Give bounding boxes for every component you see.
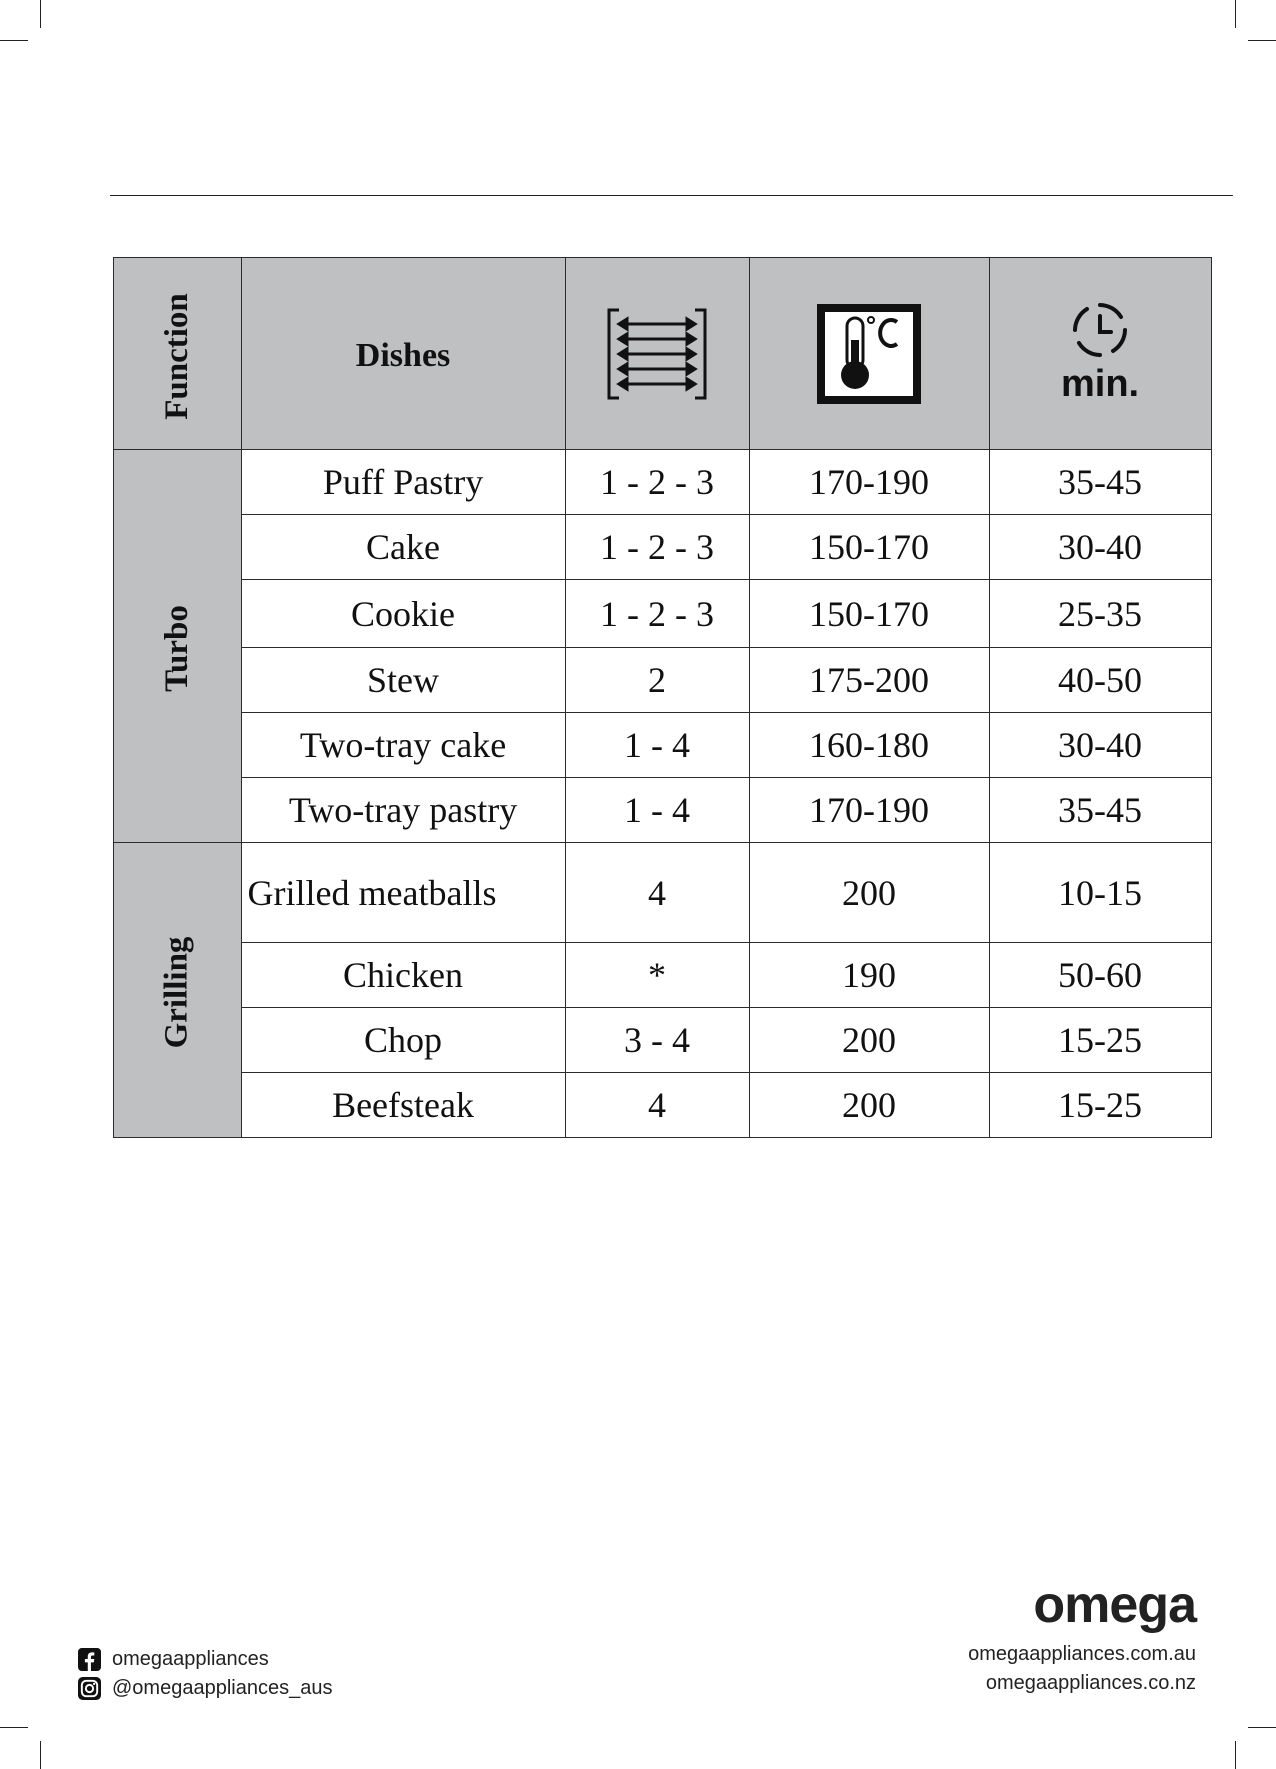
dishes-header [241,258,565,450]
instagram-handle: @omegaappliances_aus [112,1676,333,1699]
dish-cell: Stew [241,648,565,713]
crop-mark [1235,1741,1236,1769]
shelf-cell: 1 - 2 - 3 [565,580,749,648]
temperature-cell: 190 [749,943,989,1008]
time-cell: 30-40 [989,515,1211,580]
table-header-row [114,258,1212,450]
function-group-label: Grilling [158,936,195,1049]
website-nz[interactable]: omegaappliances.co.nz [985,1672,1196,1694]
time-cell: 15-25 [989,1008,1211,1073]
time-cell: 25-35 [989,580,1211,648]
shelf-cell: * [565,943,749,1008]
facebook-link[interactable] [78,1645,332,1673]
crop-mark [0,1727,28,1728]
time-cell: 10-15 [989,843,1211,943]
shelf-cell: 1 - 4 [565,778,749,843]
table-row [114,1073,1212,1138]
temperature-header [749,258,989,450]
function-header-label: Function [158,292,195,420]
table-row [114,648,1212,713]
table-row [114,580,1212,648]
footer-brand [968,1578,1196,1698]
temperature-cell: 200 [749,1073,989,1138]
function-header [114,258,242,450]
temperature-cell: 170-190 [749,778,989,843]
table-row [114,1008,1212,1073]
dish-cell: Chop [241,1008,565,1073]
time-cell: 30-40 [989,713,1211,778]
dish-cell: Two-tray cake [241,713,565,778]
shelf-cell: 1 - 2 - 3 [565,450,749,515]
shelf-cell: 4 [565,843,749,943]
table-row [114,450,1212,515]
dish-cell: Cake [241,515,565,580]
temperature-cell: 200 [749,843,989,943]
website-au[interactable]: omegaappliances.com.au [968,1643,1196,1665]
time-cell: 50-60 [989,943,1211,1008]
crop-mark [1248,1727,1276,1728]
clock-icon [1071,301,1129,359]
dish-cell: Cookie [241,580,565,648]
table-row [114,943,1212,1008]
facebook-handle: omegaappliances [112,1647,269,1670]
crop-mark [40,0,41,28]
temperature-cell: 170-190 [749,450,989,515]
thermometer-celsius-icon [817,304,921,404]
dish-cell: Beefsteak [241,1073,565,1138]
shelf-position-icon [605,304,709,404]
crop-mark [1248,40,1276,41]
dish-cell: Two-tray pastry [241,778,565,843]
time-cell: 40-50 [989,648,1211,713]
shelf-header [565,258,749,450]
shelf-cell: 1 - 2 - 3 [565,515,749,580]
shelf-cell: 1 - 4 [565,713,749,778]
dish-cell: Puff Pastry [241,450,565,515]
shelf-cell: 3 - 4 [565,1008,749,1073]
social-links [78,1645,332,1703]
dishes-header-label: Dishes [355,336,451,374]
function-group-label: Turbo [158,605,195,692]
instagram-link[interactable] [78,1674,332,1702]
time-cell: 35-45 [989,778,1211,843]
shelf-cell: 2 [565,648,749,713]
crop-mark [0,40,28,41]
function-group-cell [114,843,242,1138]
crop-mark [40,1741,41,1769]
crop-mark [1235,0,1236,28]
dish-cell: Grilled meatballs [241,843,565,943]
temperature-cell: 150-170 [749,515,989,580]
table-row [114,778,1212,843]
time-header [989,258,1211,450]
time-cell: 15-25 [989,1073,1211,1138]
facebook-icon [78,1648,101,1671]
time-unit-label: min. [1060,363,1140,405]
header-rule [110,195,1233,196]
table-row [114,713,1212,778]
function-group-cell [114,450,242,843]
table-row [114,515,1212,580]
instagram-icon [78,1677,101,1700]
shelf-cell: 4 [565,1073,749,1138]
temperature-cell: 150-170 [749,580,989,648]
table-row [114,843,1212,943]
omega-logo: omega [1033,1576,1196,1634]
temperature-cell: 200 [749,1008,989,1073]
cooking-table [113,257,1212,1138]
temperature-cell: 160-180 [749,713,989,778]
time-cell: 35-45 [989,450,1211,515]
temperature-cell: 175-200 [749,648,989,713]
dish-cell: Chicken [241,943,565,1008]
